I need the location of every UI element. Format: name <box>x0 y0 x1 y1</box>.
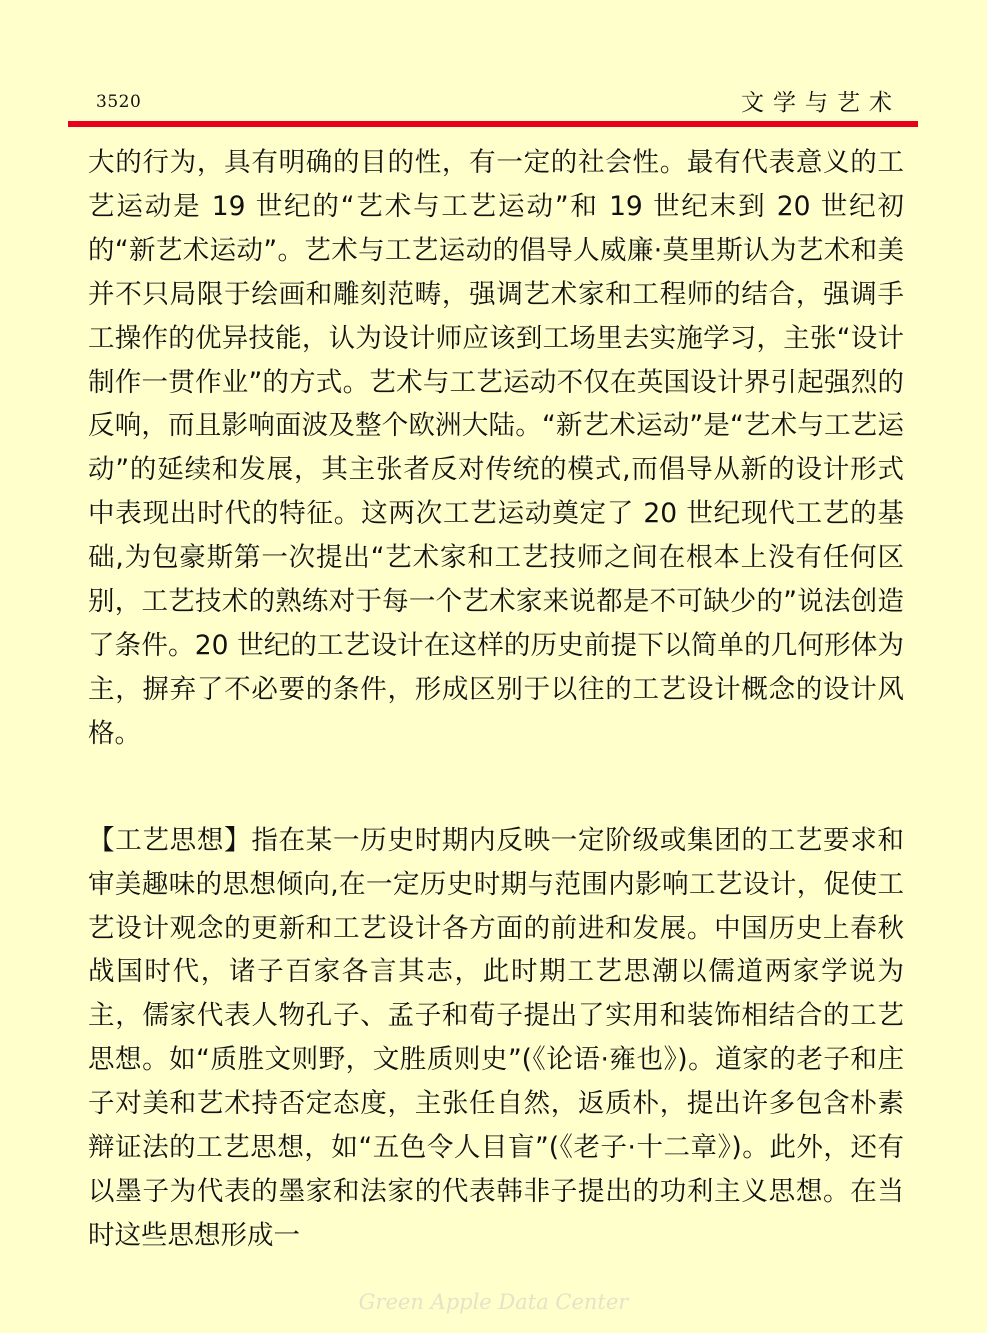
paragraph-crafts-movements: 大的行为，具有明确的目的性，有一定的社会性。最有代表意义的工艺运动是 19 世纪的“艺术与工艺运动”和 19 世纪末到 20 世纪初的“新艺术运动”。艺术与工艺运动的倡导人威廉·莫里斯认为艺术和美并不只局限于绘画和雕刻范畴，强调艺术家和工程师的结合，强调手工操作的优异技能，认为设计师应该到工场里去实施学习，主张“设计制作一贯作业”的方式。艺术与工艺运动不仅在英国设计界引起强烈的反响，而且影响面波及整个欧洲大陆。“新艺术运动”是“艺术与工艺运动”的延续和发展，其主张者反对传统的模式,而倡导从新的设计形式中表现出时代的特征。这两次工艺运动奠定了 20 世纪现代工艺的基础,为包豪斯第一次提出“艺术家和工艺技师之间在根本上没有任何区别，工艺技术的熟练对于每一个艺术家来说都是不可缺少的”说法创造了条件。20 世纪的工艺设计在这样的历史前提下以简单的几何形体为主，摒弃了不必要的条件，形成区别于以往的工艺设计概念的设计风格。 <box>88 147 904 749</box>
running-title: 文学与艺术 <box>741 90 901 116</box>
body-text <box>88 141 904 1258</box>
paragraph-spacer <box>88 756 904 819</box>
watermark: Green Apple Data Center <box>358 1290 629 1314</box>
header-rule <box>68 121 918 127</box>
paragraph-craft-thought: 【工艺思想】指在某一历史时期内反映一定阶级或集团的工艺要求和审美趣味的思想倾向,在一定历史时期与范围内影响工艺设计，促使工艺设计观念的更新和工艺设计各方面的前进和发展。中国历史上春秋战国时代，诸子百家各言其志，此时期工艺思潮以儒道两家学说为主，儒家代表人物孔子、孟子和荀子提出了实用和装饰相结合的工艺思想。如“质胜文则野，文胜质则史”(《论语·雍也》)。道家的老子和庄子对美和艺术持否定态度，主张任自然，返质朴，提出许多包含朴素辩证法的工艺思想，如“五色令人目盲”(《老子·十二章》)。此外，还有以墨子为代表的墨家和法家的代表韩非子提出的功利主义思想。在当时这些思想形成一 <box>88 824 904 1251</box>
page-number: 3520 <box>96 92 142 112</box>
